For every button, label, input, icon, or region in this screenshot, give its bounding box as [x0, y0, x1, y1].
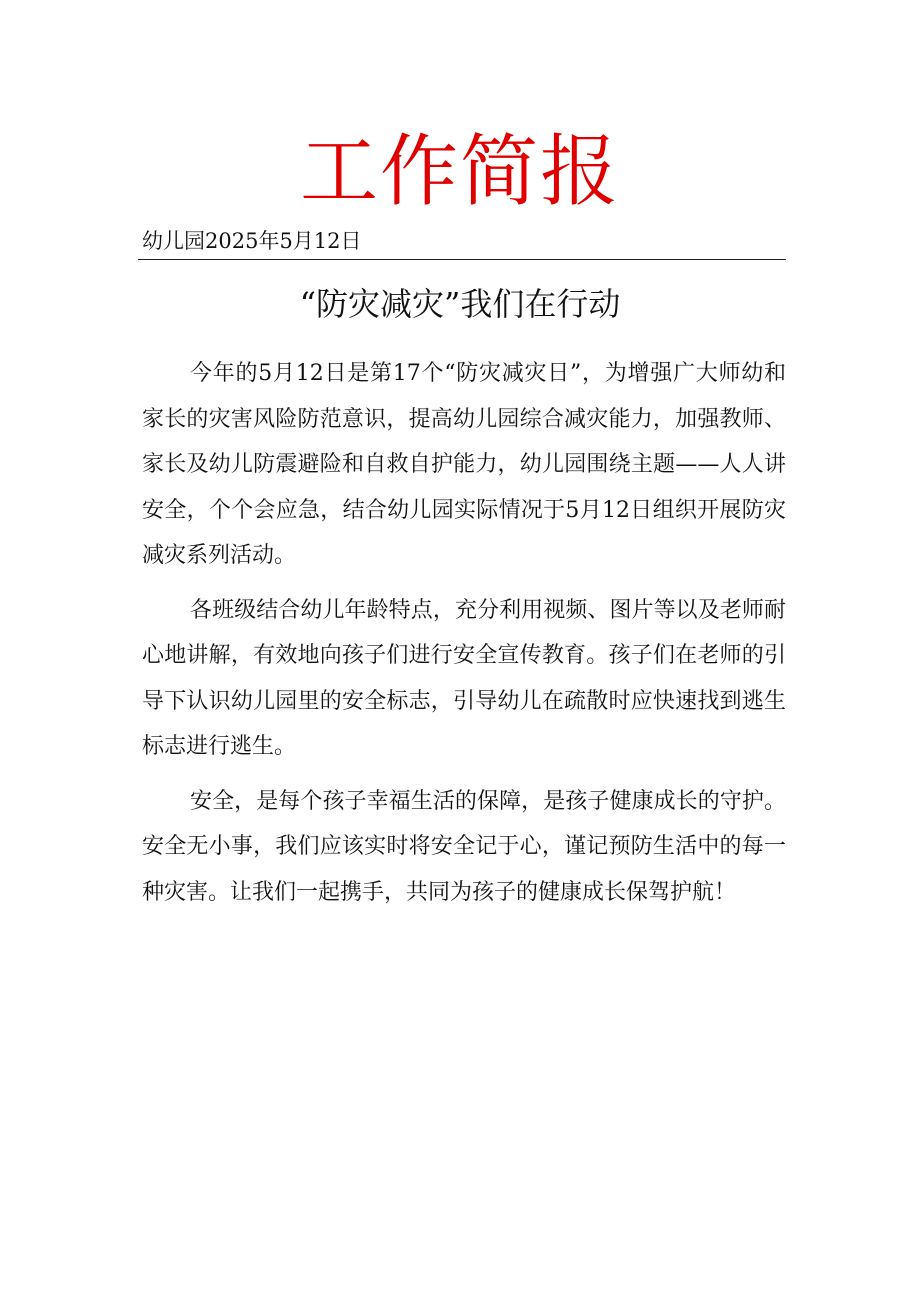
paragraph: 安全，是每个孩子幸福生活的保障，是孩子健康成长的守护。安全无小事，我们应该实时将安全记于心，谨记预防生活中的每一种灾害。让我们一起携手，共同为孩子的健康成长保驾护航！: [142, 788, 786, 905]
header-divider: [138, 259, 786, 260]
issuer-date-line: 幼儿园2025年5月12日: [142, 229, 362, 253]
paragraph: 各班级结合幼儿年龄特点，充分利用视频、图片等以及老师耐心地讲解，有效地向孩子们进行安全宣传教育。孩子们在老师的引导下认识幼儿园里的安全标志，引导幼儿在疏散时应快速找到逃生标志进行逃生。: [142, 597, 786, 759]
masthead-title: 工作简报: [299, 127, 620, 217]
article-body: [142, 351, 786, 924]
paragraph: 今年的5月12日是第17个“防灾减灾日”，为增强广大师幼和家长的灾害风险防范意识，提高幼儿园综合减灾能力，加强教师、家长及幼儿防震避险和自救自护能力，幼儿园围绕主题——人人讲安全，个个会应急，结合幼儿园实际情况于5月12日组织开展防灾减灾系列活动。: [142, 361, 786, 568]
article-headline: “防灾减灾”我们在行动: [299, 285, 621, 323]
